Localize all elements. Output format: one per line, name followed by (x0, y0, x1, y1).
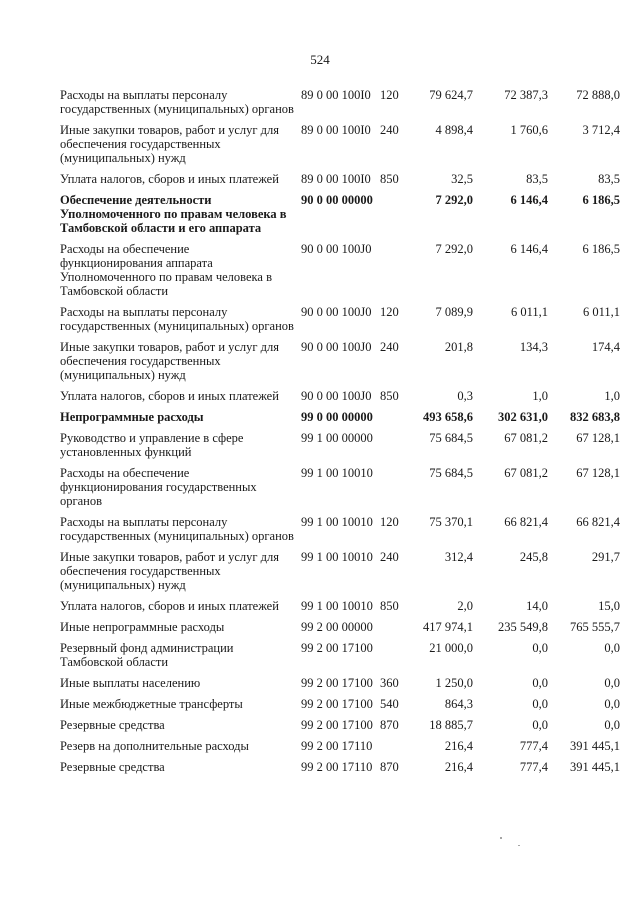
row-value-year-2: 777,4 (519, 739, 548, 753)
row-code: 99 1 00 10010 (301, 550, 373, 564)
row-name: Иные закупки товаров, работ и услуг для обеспечения государственных (муниципальных) нужд (60, 123, 280, 165)
row-code: 89 0 00 100I0 (301, 123, 371, 137)
table-row (60, 193, 620, 235)
row-value-year-1: 312,4 (444, 550, 473, 564)
row-expense-type: 360 (380, 676, 399, 690)
row-name: Расходы на обеспечение функционирования аппарата Уполномоченного по правам человека в Тамбовской области (60, 242, 272, 298)
row-value-year-2: 6 146,4 (510, 193, 548, 207)
row-code: 99 2 00 17100 (301, 718, 373, 732)
table-row (60, 88, 620, 116)
row-value-year-2: 1 760,6 (510, 123, 548, 137)
row-name: Иные закупки товаров, работ и услуг для обеспечения государственных (муниципальных) нужд (60, 550, 280, 592)
row-value-year-1: 417 974,1 (423, 620, 473, 634)
row-name: Иные выплаты населению (60, 676, 201, 690)
row-value-year-3: 67 128,1 (576, 466, 620, 480)
table-row (60, 550, 620, 592)
row-value-year-1: 75 684,5 (429, 431, 473, 445)
row-expense-type: 870 (380, 760, 399, 774)
row-name: Уплата налогов, сборов и иных платежей (60, 172, 279, 186)
page-number: 524 (310, 52, 330, 67)
row-name: Резервные средства (60, 718, 165, 732)
row-value-year-1: 1 250,0 (435, 676, 473, 690)
row-expense-type: 120 (380, 305, 399, 319)
row-code: 90 0 00 00000 (301, 193, 373, 207)
row-value-year-3: 291,7 (591, 550, 620, 564)
row-expense-type: 850 (380, 599, 399, 613)
row-code: 99 2 00 17100 (301, 676, 373, 690)
row-code: 99 1 00 10010 (301, 515, 373, 529)
row-value-year-3: 391 445,1 (570, 760, 620, 774)
row-code: 99 1 00 00000 (301, 431, 373, 445)
row-value-year-3: 6 011,1 (582, 305, 620, 319)
row-value-year-1: 2,0 (457, 599, 473, 613)
table-row (60, 760, 620, 774)
table-row (60, 641, 620, 669)
table-row (60, 620, 620, 634)
row-code: 90 0 00 100J0 (301, 242, 372, 256)
table-row (60, 599, 620, 613)
table-row (60, 172, 620, 186)
row-name: Непрограммные расходы (60, 410, 204, 424)
row-expense-type: 120 (380, 515, 399, 529)
row-value-year-1: 0,3 (457, 389, 473, 403)
row-name: Руководство и управление в сфере установленных функций (60, 431, 244, 459)
row-code: 99 1 00 10010 (301, 466, 373, 480)
table-row (60, 676, 620, 690)
row-value-year-1: 7 089,9 (435, 305, 473, 319)
row-value-year-3: 6 186,5 (582, 242, 620, 256)
row-value-year-2: 6 146,4 (510, 242, 548, 256)
row-value-year-3: 67 128,1 (576, 431, 620, 445)
row-value-year-2: 235 549,8 (498, 620, 548, 634)
row-value-year-3: 832 683,8 (570, 410, 620, 424)
row-value-year-3: 83,5 (598, 172, 620, 186)
row-code: 99 2 00 17110 (301, 739, 373, 753)
row-value-year-1: 216,4 (444, 739, 473, 753)
row-value-year-1: 75 684,5 (429, 466, 473, 480)
table-row (60, 242, 620, 298)
row-value-year-3: 72 888,0 (576, 88, 620, 102)
table-row (60, 305, 620, 333)
row-value-year-3: 1,0 (604, 389, 620, 403)
row-value-year-3: 0,0 (604, 641, 620, 655)
row-name: Расходы на выплаты персоналу государственных (муниципальных) органов (60, 305, 294, 333)
row-value-year-2: 14,0 (526, 599, 548, 613)
row-value-year-2: 245,8 (519, 550, 548, 564)
row-expense-type: 870 (380, 718, 399, 732)
row-name: Иные непрограммные расходы (60, 620, 225, 634)
row-value-year-3: 0,0 (604, 676, 620, 690)
row-name: Уплата налогов, сборов и иных платежей (60, 389, 279, 403)
row-name: Обеспечение деятельности Уполномоченного по правам человека в Тамбовской области и его аппарата (60, 193, 287, 235)
row-value-year-2: 302 631,0 (498, 410, 548, 424)
row-value-year-3: 6 186,5 (582, 193, 620, 207)
row-expense-type: 240 (380, 123, 399, 137)
table-row (60, 340, 620, 382)
row-code: 99 2 00 17110 (301, 760, 373, 774)
table-row (60, 697, 620, 711)
row-code: 99 1 00 10010 (301, 599, 373, 613)
table-row (60, 515, 620, 543)
row-expense-type: 850 (380, 389, 399, 403)
row-value-year-2: 0,0 (532, 697, 548, 711)
row-value-year-3: 15,0 (598, 599, 620, 613)
row-value-year-3: 3 712,4 (582, 123, 620, 137)
row-name: Иные закупки товаров, работ и услуг для обеспечения государственных (муниципальных) нужд (60, 340, 280, 382)
table-row (60, 466, 620, 508)
row-name: Резервный фонд администрации Тамбовской области (60, 641, 234, 669)
row-code: 99 0 00 00000 (301, 410, 373, 424)
row-code: 89 0 00 100I0 (301, 172, 371, 186)
row-code: 89 0 00 100I0 (301, 88, 371, 102)
row-value-year-1: 21 000,0 (429, 641, 473, 655)
row-value-year-2: 0,0 (532, 718, 548, 732)
row-value-year-1: 75 370,1 (429, 515, 473, 529)
row-value-year-1: 32,5 (451, 172, 473, 186)
scan-speck (500, 837, 502, 839)
row-expense-type: 540 (380, 697, 399, 711)
row-value-year-1: 4 898,4 (435, 123, 473, 137)
row-code: 99 2 00 17100 (301, 641, 373, 655)
row-value-year-2: 0,0 (532, 641, 548, 655)
row-value-year-2: 0,0 (532, 676, 548, 690)
row-value-year-3: 0,0 (604, 697, 620, 711)
table-row (60, 431, 620, 459)
row-value-year-2: 66 821,4 (504, 515, 548, 529)
table-row (60, 123, 620, 165)
scan-speck (518, 845, 520, 846)
row-name: Расходы на обеспечение функционирования государственных органов (60, 466, 257, 508)
row-value-year-2: 67 081,2 (504, 466, 548, 480)
row-value-year-3: 765 555,7 (570, 620, 620, 634)
row-value-year-2: 72 387,3 (504, 88, 548, 102)
row-name: Резерв на дополнительные расходы (60, 739, 249, 753)
row-name: Уплата налогов, сборов и иных платежей (60, 599, 279, 613)
row-value-year-3: 391 445,1 (570, 739, 620, 753)
row-value-year-1: 493 658,6 (423, 410, 473, 424)
row-value-year-1: 216,4 (444, 760, 473, 774)
row-value-year-2: 777,4 (519, 760, 548, 774)
row-name: Иные межбюджетные трансферты (60, 697, 243, 711)
row-code: 90 0 00 100J0 (301, 305, 372, 319)
row-name: Расходы на выплаты персоналу государственных (муниципальных) органов (60, 88, 294, 116)
table-row (60, 739, 620, 753)
row-value-year-1: 18 885,7 (429, 718, 473, 732)
row-name: Расходы на выплаты персоналу государственных (муниципальных) органов (60, 515, 294, 543)
row-value-year-1: 79 624,7 (429, 88, 473, 102)
row-value-year-1: 7 292,0 (435, 193, 473, 207)
row-value-year-2: 83,5 (526, 172, 548, 186)
row-code: 99 2 00 17100 (301, 697, 373, 711)
table-row (60, 410, 620, 424)
row-value-year-2: 6 011,1 (510, 305, 548, 319)
budget-table (60, 88, 620, 781)
row-value-year-2: 67 081,2 (504, 431, 548, 445)
row-value-year-1: 864,3 (444, 697, 473, 711)
row-name: Резервные средства (60, 760, 165, 774)
row-value-year-3: 174,4 (591, 340, 620, 354)
row-expense-type: 240 (380, 340, 399, 354)
row-value-year-1: 7 292,0 (435, 242, 473, 256)
table-row (60, 718, 620, 732)
row-value-year-2: 1,0 (532, 389, 548, 403)
row-expense-type: 850 (380, 172, 399, 186)
row-value-year-3: 0,0 (604, 718, 620, 732)
row-value-year-2: 134,3 (519, 340, 548, 354)
row-code: 90 0 00 100J0 (301, 389, 372, 403)
row-expense-type: 120 (380, 88, 399, 102)
row-expense-type: 240 (380, 550, 399, 564)
row-code: 99 2 00 00000 (301, 620, 373, 634)
row-value-year-3: 66 821,4 (576, 515, 620, 529)
table-row (60, 389, 620, 403)
row-code: 90 0 00 100J0 (301, 340, 372, 354)
row-value-year-1: 201,8 (444, 340, 473, 354)
